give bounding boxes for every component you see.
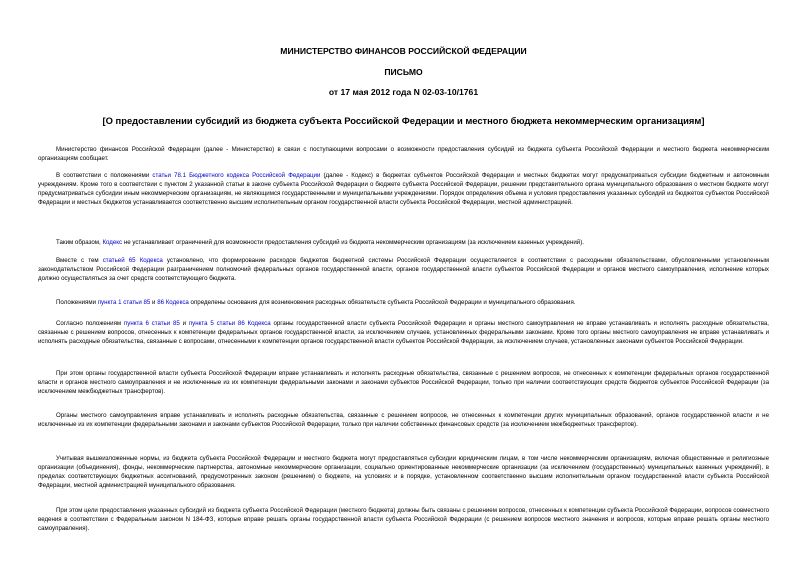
article-86-p5-link[interactable]: пункта 5 статьи 86 Кодекса [188,320,271,327]
paragraph-9 [38,455,769,490]
code-link[interactable]: Кодекс [102,239,123,246]
article-78-1-link[interactable]: статьи 78.1 Бюджетного кодекса Российской Федерации [152,172,321,179]
paragraph-8 [38,412,769,430]
article-85-p6-link[interactable]: пункта 6 статьи 85 [123,320,180,327]
paragraph-7 [38,370,769,397]
document-subject: [О предоставлении субсидий из бюджета субъекта Российской Федерации и местного бюджета некоммерческим организациям] [102,115,705,126]
ministry-title: МИНИСТЕРСТВО ФИНАНСОВ РОССИЙСКОЙ ФЕДЕРАЦИИ [280,46,527,56]
paragraph-4-text-b: установлено, что формирование расходов бюджетов бюджетной системы Российской Федерации осуществляется в соответствии с расходными обязательствами, обусловленными установленным законодательством Российской Федерации разграничением полномочий федеральных органов государственной власти, органов государственной власти субъектов Российской Федерации и органов местного самоуправления, исполнение которых должно осуществляться за счет средств соответствующего бюджета. [38,257,769,282]
document-date-number: от 17 мая 2012 года N 02-03-10/1761 [328,87,479,97]
paragraph-4-text-a: Вместе с тем [56,257,103,264]
paragraph-5-text-b: и [150,299,158,306]
paragraph-6 [38,320,769,347]
paragraph-6-text-a: Согласно положениям [56,320,124,327]
paragraph-3 [38,239,769,248]
paragraph-6-text-c: органы государственной власти субъекта Российской Федерации и органы местного самоуправления не вправе устанавливать и исполнять расходные обязательства, связанные с решением вопросов, отнесенных к компетенции федеральных органов государственной власти, за исключением случаев, установленных федеральными законами. Кроме того органы местного самоуправления не вправе устанавливать и исполнять расходные обязательства, связанные с вопросами, отнесенными к компетенции органов государственной власти субъектов Российской Федерации, за исключением случаев, установленных законами субъектов Российской Федерации. [38,320,770,345]
paragraph-1 [38,146,769,164]
paragraph-8-text: Органы местного самоуправления вправе устанавливать и исполнять расходные обязательства, связанные с решением вопросов, не отнесенных к компетенции других муниципальных образований, органов государственной власти и не исключенные из их компетенции федеральными законами и законами субъектов Российской Федерации, только при наличии собственных финансовых средств (за исключением межбюджетных трансфертов). [38,412,769,428]
paragraph-6-text-b: и [179,320,189,327]
paragraph-2-text-a: В соответствии с положениями [56,172,153,179]
article-85-link[interactable]: пункта 1 статьи 85 [97,299,151,306]
paragraph-4 [38,257,769,284]
paragraph-10 [38,507,769,534]
paragraph-9-text: Учитывая вышеизложенные нормы, из бюджета субъекта Российской Федерации и местного бюджета могут предоставляться субсидии юридическим лицам, в том числе некоммерческим организациям, включая общественные и религиозные организации (объединения), фонды, некоммерческие партнерства, автономные некоммерческие организации, социально ориентированные некоммерческие организации (за исключением (государственных) муниципальных казенных учреждений), в пределах соответствующих бюджетных ассигнований, предусмотренных законом (решением) о бюджете, на условиях и в порядке, установленном соответственно высшим исполнительным органом государственной власти субъекта Российской Федерации, местной администрацией муниципального образования. [38,455,769,489]
paragraph-1-text: Министерство финансов Российской Федерации (далее - Министерство) в связи с поступающими вопросами о возможности предоставления субсидий из бюджета субъекта Российской Федерации и местного бюджета некоммерческим организациям сообщает. [38,146,769,162]
paragraph-5 [38,299,769,308]
paragraph-5-text-c: определены основания для возникновения расходных обязательств субъекта Российской Федерации и муниципального образования. [188,299,576,306]
paragraph-3-text-a: Таким образом, [56,239,103,246]
paragraph-2-text-b: (далее - Кодекс) в бюджетах субъектов Российской Федерации и местных бюджетах могут предусматриваться субсидии бюджетным и автономным учреждениям. Кроме того в соответствии с пунктом 2 указанной статьи в законе субъекта Российской Федерации о бюджете субъекта Российской Федерации, решении представительного органа муниципального образования о местном бюджете могут предусматриваться субсидии иным некоммерческим организациям, не являющимся государственными и муниципальными учреждениями. Порядок определения объема и условия предоставления указанных субсидий из бюджетов субъектов Российской Федерации и местных бюджетов устанавливается соответственно высшим исполнительным органом государственной власти субъекта Российской Федерации, местной администрацией. [38,172,770,206]
paragraph-3-text-b: не устанавливает ограничений для возможности предоставления субсидий из бюджета некоммерческим организациям (за исключением казенных учреждений). [122,239,584,246]
paragraph-10-text: При этом цели предоставления указанных субсидий из бюджета субъекта Российской Федерации (местного бюджета) должны быть связаны с решением вопросов, отнесенных к компетенции субъекта Российской Федерации, вопросов совместного ведения в соответствии с Федеральным законом N 184-ФЗ, которые вправе решать органы государственной власти субъекта Российской Федерации (с решением вопросов местного значения и вопросов, которые вправе решать органы местного самоуправления). [38,507,769,532]
paragraph-5-text-a: Положениями [56,299,98,306]
document-type: ПИСЬМО [384,67,423,77]
paragraph-2 [38,172,769,207]
paragraph-7-text: При этом органы государственной власти субъекта Российской Федерации вправе устанавливать и исполнять расходные обязательства, связанные с решением вопросов, не отнесенных к компетенции федеральных органов государственной власти и органов местного самоуправления и не исключенные из их компетенции федеральными законами и законами субъектов Российской Федерации, только при наличии соответствующих средств бюджетов субъектов Российской Федерации (за исключением межбюджетных трансфертов). [38,370,769,395]
article-86-link[interactable]: 86 Кодекса [157,299,189,306]
article-65-link[interactable]: статьей 65 Кодекса [102,257,163,264]
